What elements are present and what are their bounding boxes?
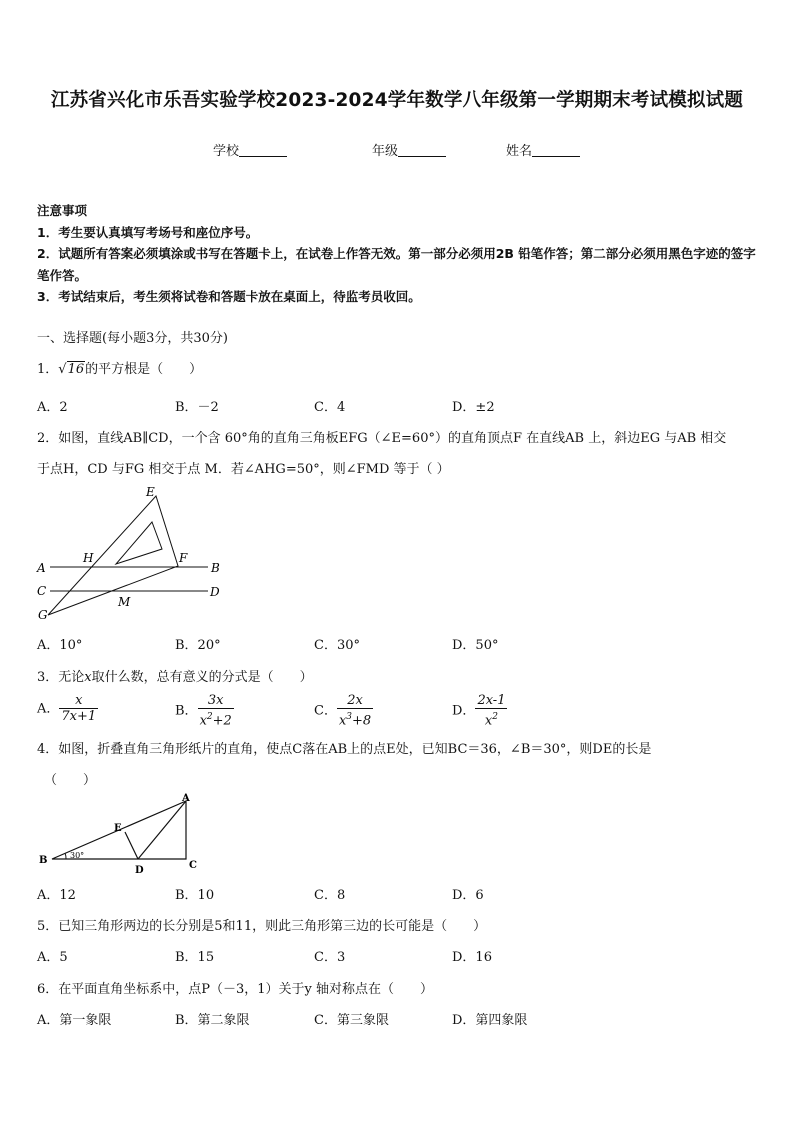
label-c: C [37, 584, 47, 598]
angle-b-arc [65, 853, 66, 859]
option-a[interactable]: A．第一象限 [37, 1013, 112, 1028]
sqrt-symbol: √ [58, 362, 67, 377]
question-number: 1． [37, 362, 59, 377]
notice-item: 3．考试结束后，考生须将试卷和答题卡放在桌面上，待监考员收回。 [37, 289, 421, 304]
option-a[interactable] [37, 693, 98, 725]
option-c[interactable]: C．4 [314, 400, 346, 415]
question-6: 6．在平面直角坐标系中，点P（－3，1）关于y 轴对称点在（ ） [37, 982, 434, 997]
numerator: 3x [198, 693, 234, 709]
question-1 [37, 358, 202, 377]
label-c: C [189, 860, 197, 871]
notice-heading: 注意事项 [37, 203, 88, 218]
fraction [337, 693, 373, 729]
denominator: $x^3+8$ [338, 712, 372, 729]
section-heading: 一、选择题(每小题3分，共30分) [37, 331, 228, 346]
option-b[interactable]: B．第二象限 [175, 1013, 250, 1028]
option-b[interactable] [175, 693, 234, 729]
option-d[interactable]: D．6 [452, 888, 484, 903]
option-c[interactable]: C．第三象限 [314, 1013, 389, 1028]
denominator: $x^2$ [484, 712, 498, 729]
question-text: 取什么数，总有意义的分式是（ ） [91, 670, 313, 685]
triangle-efg [48, 496, 178, 615]
label-h: H [83, 551, 94, 565]
label-a: A [182, 793, 190, 804]
question-4-line-2: （ ） [44, 773, 97, 788]
option-label: D． [452, 703, 476, 719]
inner-triangle [116, 522, 162, 564]
option-c[interactable] [314, 693, 373, 729]
option-d[interactable]: D．第四象限 [452, 1013, 528, 1028]
option-d[interactable]: D．±2 [452, 400, 495, 415]
school-label: 学校 [213, 144, 240, 159]
option-d[interactable] [452, 693, 507, 729]
grade-label: 年级 [372, 144, 399, 159]
question-4-figure [34, 792, 204, 876]
option-b[interactable]: B．15 [175, 950, 215, 965]
label-d: D [210, 585, 220, 599]
label-a: A [37, 561, 46, 575]
label-e: E [146, 485, 155, 499]
fraction [198, 693, 234, 729]
segment-ed [125, 832, 138, 859]
question-2-line-2: 于点H，CD 与FG 相交于点 M．若∠AHG=50°，则∠FMD 等于（ ） [37, 462, 450, 477]
name-field[interactable] [506, 140, 580, 159]
option-a[interactable]: A．2 [37, 400, 68, 415]
question-5: 5．已知三角形两边的长分别是5和11，则此三角形第三边的长可能是（ ） [37, 919, 487, 934]
option-a[interactable]: A．12 [37, 888, 76, 903]
option-label: C． [314, 703, 337, 719]
option-d[interactable]: D．50° [452, 638, 499, 653]
question-2-figure [30, 482, 230, 624]
fraction [59, 693, 98, 725]
option-b[interactable]: B．－2 [175, 400, 219, 415]
option-d[interactable]: D．16 [452, 950, 492, 965]
option-label: A． [37, 701, 60, 717]
page-title: 江苏省兴化市乐吾实验学校2023-2024学年数学八年级第一学期期末考试模拟试题 [50, 90, 744, 111]
label-d: D [135, 865, 144, 876]
notice-block [37, 200, 759, 308]
school-field[interactable] [213, 140, 287, 159]
numerator: x [59, 693, 98, 709]
option-a[interactable]: A．5 [37, 950, 68, 965]
name-label: 姓名 [506, 144, 533, 159]
question-text: 的平方根是（ ） [85, 362, 203, 377]
denominator: 7x+1 [61, 709, 97, 724]
question-3 [37, 666, 313, 685]
option-b[interactable]: B．10 [175, 888, 215, 903]
numerator: 2x-1 [477, 693, 506, 708]
label-g: G [38, 608, 48, 622]
grade-field[interactable] [372, 140, 446, 159]
denominator: $x^2+2$ [199, 712, 232, 729]
label-f: F [179, 551, 188, 565]
option-b[interactable]: B．20° [175, 638, 221, 653]
sqrt-radicand: 16 [67, 362, 85, 377]
option-a[interactable]: A．10° [37, 638, 83, 653]
numerator: 2x [337, 693, 373, 709]
option-c[interactable]: C．8 [314, 888, 346, 903]
angle-label: 30° [70, 851, 85, 860]
label-m: M [118, 595, 131, 609]
question-2-line-1: 2．如图，直线AB∥CD，一个含 60°角的直角三角板EFG（∠E=60°）的直角顶点F 在直线AB 上，斜边EG 与AB 相交 [37, 431, 727, 446]
label-b: B [211, 561, 220, 575]
question-4-line-1: 4．如图，折叠直角三角形纸片的直角，使点C落在AB上的点E处，已知BC＝36，∠B＝30°，则DE的长是 [37, 742, 652, 757]
segment-ad [138, 801, 186, 859]
label-b: B [39, 855, 48, 866]
notice-item: 1．考生要认真填写考场号和座位序号。 [37, 224, 259, 240]
option-label: B． [175, 703, 198, 719]
option-c[interactable]: C．30° [314, 638, 360, 653]
option-c[interactable]: C．3 [314, 950, 346, 965]
fraction [475, 693, 507, 729]
notice-item: 2．试题所有答案必须填涂或书写在答题卡上，在试卷上作答无效。第一部分必须用2B 铅笔作答；第二部分必须用黑色字迹的签字笔作答。 [37, 246, 756, 283]
question-text: 3．无论 [37, 670, 85, 685]
variable: x [84, 670, 92, 685]
label-e: E [114, 823, 122, 834]
